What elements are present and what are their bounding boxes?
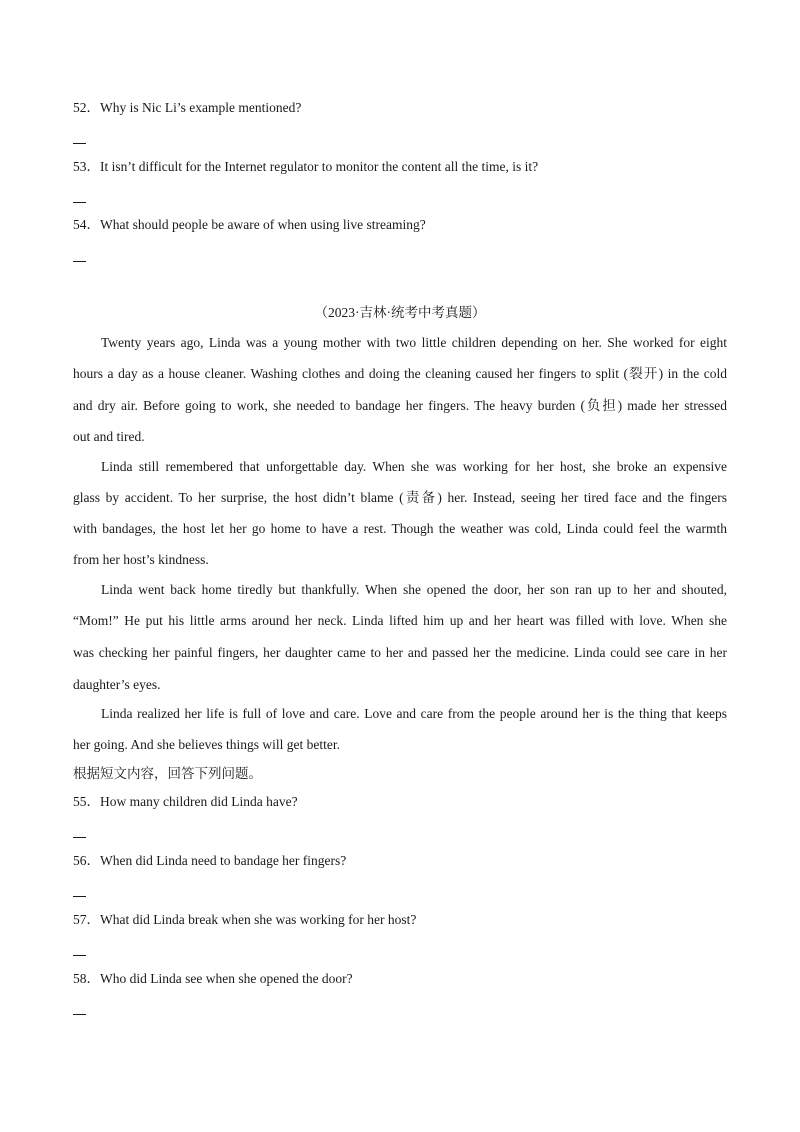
- question-53: 53．It isn’t difficult for the Internet regulator to monitor the content all the time, is it?: [73, 159, 539, 174]
- passage-line: glass by accident. To her surprise, the host didn’t blame (责备) her. Instead, seeing her tired face and the fingers: [73, 490, 727, 505]
- passage-line: daughter’s eyes.: [73, 677, 161, 692]
- question-52: 52．Why is Nic Li’s example mentioned?: [73, 100, 302, 115]
- answer-blank-52[interactable]: [73, 143, 86, 144]
- passage-line: hours a day as a house cleaner. Washing clothes and doing the cleaning caused her fingers to split (裂开) in the cold: [73, 366, 727, 381]
- question-56: 56．When did Linda need to bandage her fingers?: [73, 853, 347, 868]
- answer-blank-58[interactable]: [73, 1014, 86, 1015]
- question-58: 58．Who did Linda see when she opened the door?: [73, 971, 353, 986]
- passage-line: her going. And she believes things will get better.: [73, 737, 340, 752]
- answer-blank-54[interactable]: [73, 261, 86, 262]
- passage-line: out and tired.: [73, 429, 145, 444]
- answer-blank-56[interactable]: [73, 896, 86, 897]
- source-heading: （2023·吉林·统考中考真题）: [314, 305, 486, 320]
- answer-blank-55[interactable]: [73, 837, 86, 838]
- answer-blank-53[interactable]: [73, 202, 86, 203]
- question-57: 57．What did Linda break when she was working for her host?: [73, 912, 417, 927]
- passage-line: “Mom!” He put his little arms around her neck. Linda lifted him up and her heart was filled with love. When she: [73, 613, 727, 628]
- passage-line: Linda still remembered that unforgettable day. When she was working for her host, she broke an expensive: [101, 459, 727, 474]
- passage-line: and dry air. Before going to work, she needed to bandage her fingers. The heavy burden (负担) made her stressed: [73, 398, 727, 413]
- instruction-text: 根据短文内容，回答下列问题。: [73, 766, 262, 781]
- answer-blank-57[interactable]: [73, 955, 86, 956]
- passage-line: from her host’s kindness.: [73, 552, 209, 567]
- passage-line: with bandages, the host let her go home to have a rest. Though the weather was cold, Linda could feel the warmth: [73, 521, 727, 536]
- passage-line: Linda realized her life is full of love and care. Love and care from the people around her is the thing that keeps: [101, 706, 727, 721]
- passage-line: Linda went back home tiredly but thankfully. When she opened the door, her son ran up to her and shouted,: [101, 582, 727, 597]
- question-55: 55．How many children did Linda have?: [73, 794, 298, 809]
- passage-line: Twenty years ago, Linda was a young mother with two little children depending on her. She worked for eight: [101, 335, 727, 350]
- question-54: 54．What should people be aware of when using live streaming?: [73, 217, 426, 232]
- passage-line: was checking her painful fingers, her daughter came to her and passed her the medicine. Linda could see care in her: [73, 645, 727, 660]
